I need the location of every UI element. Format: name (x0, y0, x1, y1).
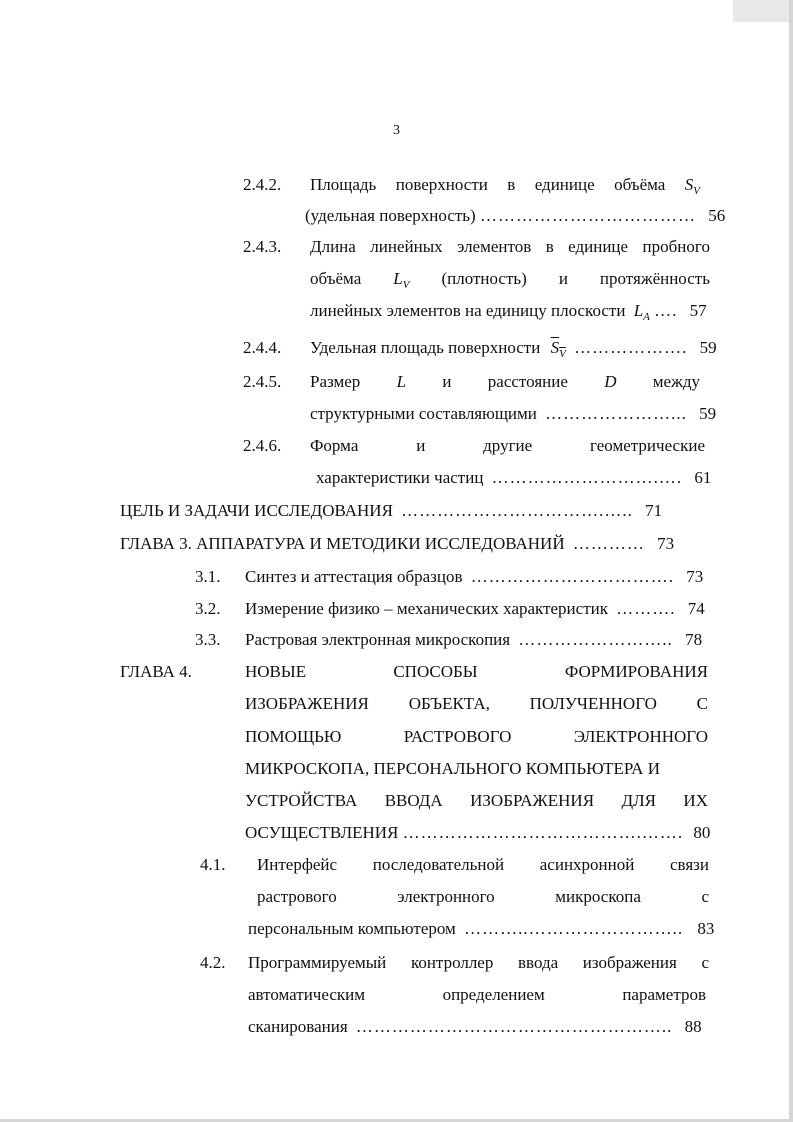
toc-line (245, 726, 708, 748)
toc-text: ГЛАВА 3. АППАРАТУРА И МЕТОДИКИ ИССЛЕДОВАНИЙ (120, 534, 565, 553)
toc-number: 2.4.3. (243, 237, 282, 256)
toc-page: 56 (708, 206, 726, 225)
toc-word: протяжённость (599, 269, 710, 288)
toc-line (245, 566, 703, 588)
toc-page: 83 (697, 919, 715, 938)
toc-word: объёма (310, 269, 362, 288)
toc-word: линейных (370, 237, 443, 256)
toc-word: ЭЛЕКТРОННОГО (573, 727, 708, 746)
toc-line (257, 886, 709, 908)
toc-line (245, 661, 708, 683)
toc-page: 59 (699, 404, 717, 423)
toc-text: Удельная площадь поверхности (310, 338, 541, 357)
toc-text: структурными составляющими (310, 404, 537, 423)
symbol: $L_V$ (393, 269, 410, 291)
toc-entry-chapter-3[interactable] (120, 533, 674, 555)
toc-leader: …. (654, 301, 678, 320)
toc-line (310, 174, 700, 202)
toc-line (248, 984, 706, 1006)
toc-word: в (545, 237, 554, 256)
toc-word: в (507, 175, 516, 194)
symbol: $S_V$ (550, 338, 566, 360)
toc-word: (плотность) (441, 269, 527, 288)
toc-word: автоматическим (248, 985, 365, 1004)
toc-word: и (558, 269, 568, 288)
toc-number: 3.3. (195, 630, 221, 649)
toc-word: ДЛЯ (621, 791, 656, 810)
toc-text: характеристики частиц (316, 468, 484, 487)
toc-word: параметров (622, 985, 706, 1004)
toc-word: поверхности (395, 175, 488, 194)
toc-word: другие (483, 436, 533, 455)
scan-edge-shadow (733, 0, 793, 22)
toc-word: между (652, 372, 700, 391)
toc-line (310, 268, 710, 296)
toc-leader: ……………………………… (479, 206, 696, 225)
toc-page: 80 (693, 823, 711, 842)
toc-word: и (416, 436, 426, 455)
toc-number: 2.4.5. (243, 372, 282, 391)
symbol: D (604, 372, 617, 391)
toc-line (257, 854, 709, 876)
toc-line (245, 693, 708, 715)
toc-line (248, 952, 709, 974)
toc-word: Площадь (310, 175, 377, 194)
toc-page: 61 (694, 468, 712, 487)
toc-word: микроскопа (555, 887, 641, 906)
toc-page: 74 (687, 599, 705, 618)
toc-line (316, 467, 711, 489)
toc-page: 59 (699, 338, 717, 357)
toc-leader: ……………………….…. (491, 468, 683, 487)
toc-entry-goal[interactable] (120, 500, 662, 522)
toc-word: Длина (310, 237, 356, 256)
scan-edge-right (789, 0, 793, 1122)
toc-leader: ………… (572, 534, 645, 553)
toc-leader: ………. (616, 599, 676, 618)
toc-page: 73 (686, 567, 704, 586)
toc-page: 78 (685, 630, 703, 649)
toc-word: объёма (614, 175, 666, 194)
toc-line (245, 822, 710, 844)
toc-word: изображения (582, 953, 677, 972)
toc-word: ПОЛУЧЕННОГО (529, 694, 657, 713)
toc-word: Размер (310, 372, 361, 391)
toc-leader: ………………. (574, 338, 688, 357)
toc-word: Форма (310, 436, 359, 455)
toc-leader: …………………………….….. (401, 501, 633, 520)
toc-line (245, 758, 660, 780)
toc-leader: …………………….. (518, 630, 673, 649)
toc-word: растрового (257, 887, 337, 906)
toc-word: элементов (457, 237, 532, 256)
toc-word: НОВЫЕ (245, 662, 307, 681)
toc-number: 2.4.6. (243, 436, 282, 455)
toc-text: Синтез и аттестация образцов (245, 567, 463, 586)
toc-word: ОБЪЕКТА, (408, 694, 490, 713)
toc-number: 2.4.4. (243, 338, 282, 357)
toc-number: 4.1. (200, 855, 226, 874)
page-number: 3 (393, 123, 400, 138)
toc-text: ЦЕЛЬ И ЗАДАЧИ ИССЛЕДОВАНИЯ (120, 501, 393, 520)
toc-word: с (701, 953, 709, 972)
toc-word: С (696, 694, 708, 713)
toc-text: сканирования (248, 1017, 348, 1036)
toc-line (248, 918, 714, 940)
toc-word: ИЗОБРАЖЕНИЯ (245, 694, 369, 713)
toc-line (245, 629, 702, 651)
toc-word: ФОРМИРОВАНИЯ (564, 662, 708, 681)
toc-text: персональным компьютером (248, 919, 456, 938)
toc-word: геометрические (590, 436, 705, 455)
toc-leader: …………………... (545, 404, 687, 423)
toc-word: определением (442, 985, 545, 1004)
toc-chapter-label: ГЛАВА 4. (120, 662, 192, 681)
toc-leader: ………..…………………….. (464, 919, 684, 938)
toc-word: связи (670, 855, 709, 874)
toc-line (310, 435, 705, 457)
toc-word: РАСТРОВОГО (403, 727, 512, 746)
toc-line (310, 371, 700, 393)
toc-number: 3.2. (195, 599, 221, 618)
toc-word: ВВОДА (384, 791, 443, 810)
toc-word: контроллер (410, 953, 494, 972)
toc-word: пробного (642, 237, 710, 256)
toc-word: единице (534, 175, 595, 194)
toc-word: единице (568, 237, 629, 256)
symbol: L (396, 372, 407, 391)
toc-word: Интерфейс (257, 855, 338, 874)
toc-word: ввода (518, 953, 559, 972)
toc-word: электронного (397, 887, 495, 906)
toc-word: ПОМОЩЬЮ (245, 727, 342, 746)
symbol: $L_A$ (633, 301, 650, 323)
toc-number: 4.2. (200, 953, 226, 972)
toc-text: линейных элементов на единицу плоскости (310, 301, 626, 320)
toc-line (310, 300, 707, 328)
toc-line (245, 598, 705, 620)
toc-word: асинхронной (539, 855, 635, 874)
toc-word: УСТРОЙСТВА (245, 791, 358, 810)
toc-number: 3.1. (195, 567, 221, 586)
toc-word: и (442, 372, 452, 391)
symbol: $S_V$ (684, 175, 700, 197)
toc-text: Растровая электронная микроскопия (245, 630, 511, 649)
toc-text: (удельная поверхность) (305, 206, 476, 225)
toc-number: 2.4.2. (243, 175, 282, 194)
toc-text: ОСУЩЕСТВЛЕНИЯ (245, 823, 399, 842)
toc-line (310, 403, 716, 425)
toc-page: 88 (684, 1017, 702, 1036)
toc-line (305, 205, 725, 227)
toc-page: 71 (645, 501, 663, 520)
toc-word: СПОСОБЫ (393, 662, 478, 681)
toc-text: Измерение физико – механических характеристик (245, 599, 608, 618)
toc-word: ИЗОБРАЖЕНИЯ (470, 791, 595, 810)
toc-word: ИХ (683, 791, 708, 810)
toc-leader: …………………………………………….. (355, 1017, 673, 1036)
toc-line (310, 236, 710, 258)
toc-line (310, 337, 717, 365)
toc-word: последовательной (372, 855, 505, 874)
toc-text: МИКРОСКОПА, ПЕРСОНАЛЬНОГО КОМПЬЮТЕРА И (245, 759, 660, 778)
toc-leader: ………………………………….……. (402, 823, 684, 842)
toc-word: расстояние (487, 372, 568, 391)
toc-line (245, 790, 708, 812)
toc-word: с (701, 887, 709, 906)
toc-leader: ……………………………. (470, 567, 674, 586)
toc-word: Программируемый (248, 953, 387, 972)
toc-line (248, 1016, 702, 1038)
toc-page: 73 (657, 534, 675, 553)
toc-page: 57 (689, 301, 707, 320)
